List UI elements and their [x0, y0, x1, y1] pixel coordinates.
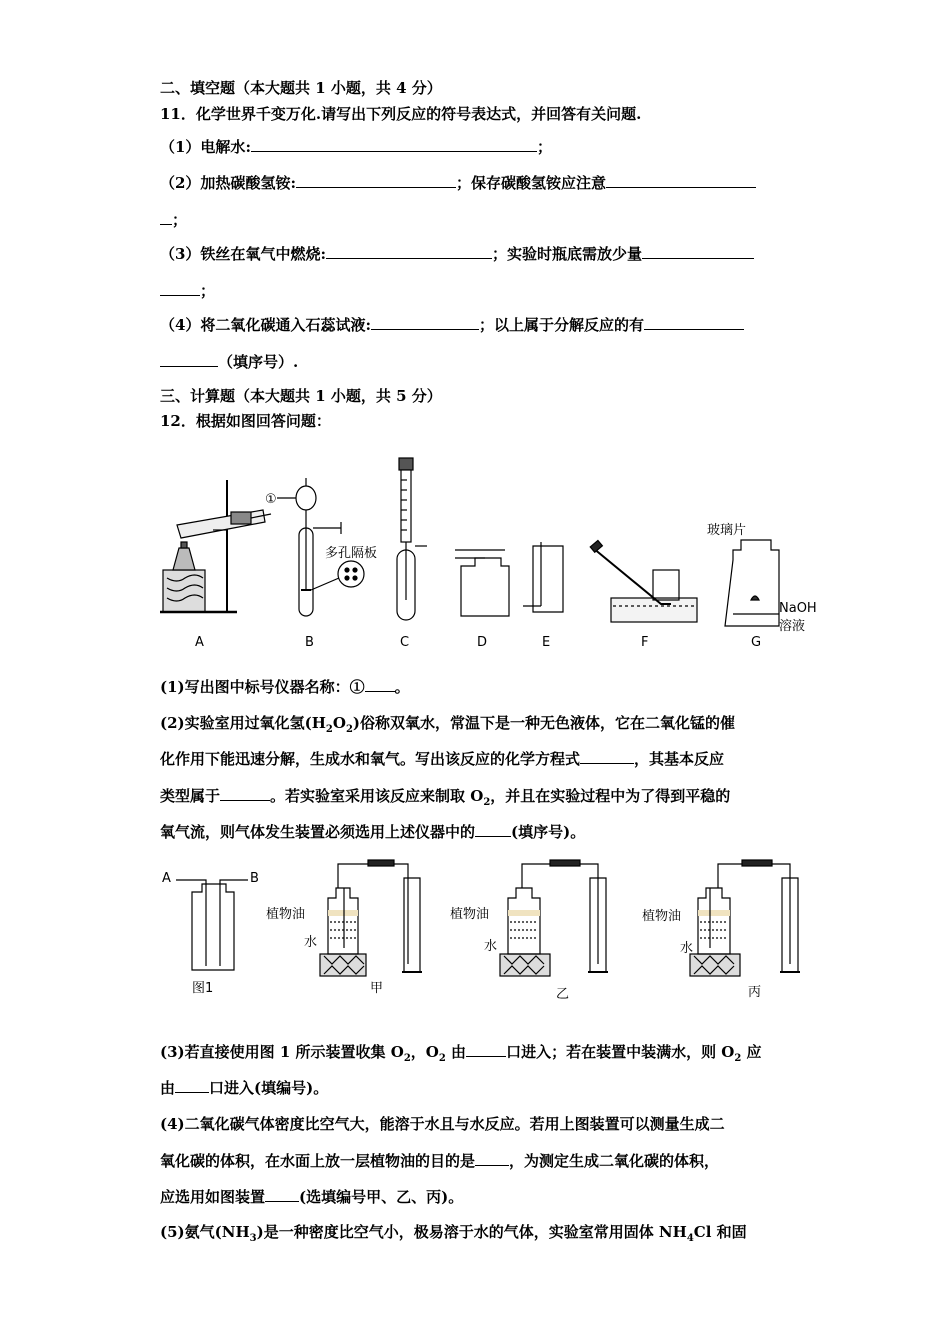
q11-part2: （2）加热碳酸氢铵: ；保存碳酸氢铵应注意 [160, 173, 756, 193]
apparatus-g [725, 540, 779, 626]
answer-blank[interactable] [175, 1078, 209, 1093]
label-circle-1: ① [265, 492, 277, 507]
answer-blank[interactable] [296, 173, 456, 188]
apparatus-c [397, 458, 427, 620]
label-oil-bing: 植物油 [642, 909, 682, 924]
answer-blank[interactable] [642, 244, 754, 259]
answer-blank[interactable] [371, 315, 479, 330]
label-naoh: NaOH [779, 601, 817, 616]
q12-sub2-line4: 氧气流，则气体发生装置必须选用上述仪器中的 (填序号)。 [160, 823, 586, 841]
q11-part3: （3）铁丝在氧气中燃烧: ；实验时瓶底需放少量 [160, 244, 754, 264]
q12-sub3-line1: (3)若直接使用图 1 所示装置收集 $O_2$，$O_2$ 由 口进入；若在装置中装满水，则 $O_2$ 应 [160, 1043, 762, 1064]
label-b: B [305, 635, 314, 650]
q11-part4-cont: （填序号）. [160, 352, 298, 372]
label-port-a: A [162, 871, 171, 886]
apparatus-a [160, 480, 271, 612]
label-yi: 乙 [556, 987, 570, 1002]
figure-1-bottle [176, 880, 248, 970]
answer-blank[interactable] [160, 352, 218, 367]
answer-blank[interactable] [326, 244, 492, 259]
answer-blank[interactable] [475, 1151, 509, 1166]
label-jia: 甲 [370, 981, 384, 996]
label-e: E [542, 635, 551, 650]
q12-sub4-line3: 应选用如图装置 (选填编号甲、乙、丙)。 [160, 1188, 464, 1206]
q11-part1: （1）电解水: ； [160, 138, 552, 156]
q12-sub1: (1)写出图中标号仪器名称：① 。 [160, 678, 410, 696]
q12-sub2-line1: (2)实验室用过氧化氢$(H_2O_2)$俗称双氧水，常温下是一种无色液体，它在二氧化锰的催 [160, 714, 736, 735]
label-glass-sheet: 玻璃片 [707, 523, 747, 538]
label-figure-1: 图1 [192, 981, 214, 996]
q12-sub5-line1: (5)氨气$(NH_3)$是一种密度比空气小，极易溶于水的气体，实验室常用固体 $NH_4Cl$ 和固 [160, 1223, 747, 1244]
q12-sub2-line3: 类型属于 。若实验室采用该反应来制取 $O_2$，并且在实验过程中为了得到平稳的 [160, 787, 731, 808]
setup-bing [690, 860, 800, 976]
answer-blank[interactable] [220, 786, 270, 801]
label-f: F [641, 635, 649, 650]
answer-blank[interactable] [466, 1042, 506, 1057]
answer-blank[interactable] [365, 677, 395, 692]
section-3-heading: 三、计算题（本大题共 1 小题，共 5 分） [160, 387, 442, 405]
answer-blank[interactable] [475, 822, 511, 837]
q11-stem: 11．化学世界千变万化.请写出下列反应的符号表达式，并回答有关问题. [160, 105, 642, 123]
q12-sub3-line2: 由 口进入(填编号)。 [160, 1079, 329, 1097]
label-a: A [195, 635, 204, 650]
q11-part3-cont: ； [160, 281, 215, 301]
q12-stem: 12．根据如图回答问题： [160, 412, 331, 430]
label-water-yi: 水 [484, 939, 498, 954]
label-port-b: B [250, 871, 259, 886]
label-water-jia: 水 [304, 935, 318, 950]
q11-part4: （4）将二氧化碳通入石蕊试液: ；以上属于分解反应的有 [160, 315, 744, 335]
answer-blank[interactable] [644, 315, 744, 330]
label-g: G [751, 635, 762, 650]
collection-figure [158, 858, 838, 1003]
label-d: D [477, 635, 488, 650]
apparatus-f [590, 540, 697, 622]
label-solution: 溶液 [779, 619, 806, 634]
answer-blank[interactable] [251, 137, 537, 152]
apparatus-figure [155, 450, 835, 655]
answer-blank[interactable] [606, 173, 756, 188]
apparatus-e [523, 542, 563, 612]
label-bing: 丙 [748, 985, 762, 1000]
answer-blank[interactable] [160, 281, 200, 296]
q12-sub2-line2: 化作用下能迅速分解，生成水和氧气。写出该反应的化学方程式 ，其基本反应 [160, 750, 725, 768]
setup-jia [320, 860, 422, 976]
q12-sub4-line2: 氧化碳的体积，在水面上放一层植物油的目的是 ，为测定生成二氧化碳的体积， [160, 1152, 720, 1170]
label-c: C [400, 635, 410, 650]
q11-part2-cont: ； [160, 210, 187, 230]
answer-blank[interactable] [580, 749, 634, 764]
label-oil-yi: 植物油 [450, 907, 490, 922]
label-water-bing: 水 [680, 941, 694, 956]
answer-blank[interactable] [265, 1187, 299, 1202]
q12-sub4-line1: (4)二氧化碳气体密度比空气大，能溶于水且与水反应。若用上图装置可以测量生成二 [160, 1115, 725, 1133]
label-oil-jia: 植物油 [266, 907, 306, 922]
label-porous-plate: 多孔隔板 [325, 546, 378, 561]
answer-blank[interactable] [160, 210, 172, 225]
section-2-heading: 二、填空题（本大题共 1 小题，共 4 分） [160, 79, 442, 97]
setup-yi [500, 860, 608, 976]
apparatus-d [455, 550, 509, 616]
